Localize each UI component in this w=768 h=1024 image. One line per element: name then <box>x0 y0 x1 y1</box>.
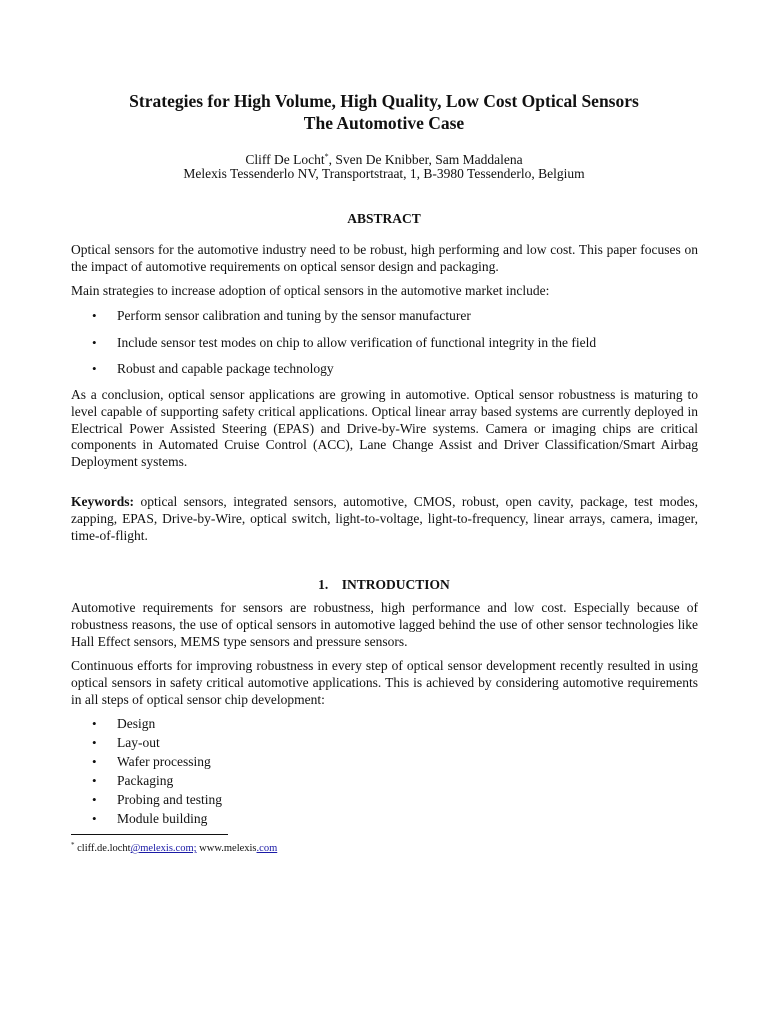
abstract-paragraph-2: Main strategies to increase adoption of optical sensors in the automotive market include: <box>71 283 550 298</box>
footnote-mark: * <box>71 841 75 849</box>
list-item: • Module building <box>92 811 208 826</box>
bullet-glyph: • <box>92 308 97 323</box>
list-item: • Probing and testing <box>92 792 222 807</box>
bullet-glyph: • <box>92 716 97 731</box>
abstract-paragraph-1: Optical sensors for the automotive industry need to be robust, high performing and low cost. This paper focuses on the impact of automotive requirements on optical sensor design and packaging. <box>71 242 698 274</box>
list-item: • Packaging <box>92 773 174 788</box>
author-rest: , Sven De Knibber, Sam Maddalena <box>328 152 523 167</box>
list-item: • Robust and capable package technology <box>92 361 334 376</box>
keywords-text: optical sensors, integrated sensors, automotive, CMOS, robust, open cavity, package, test modes, zapping, EPAS, Drive-by-Wire, optical switch, light-to-voltage, light-to-frequency, linear arrays, camera, imager, time-of-flight. <box>71 494 698 543</box>
list-item: • Perform sensor calibration and tuning by the sensor manufacturer <box>92 308 471 323</box>
keywords-label: Keywords: <box>71 494 134 509</box>
bullet-glyph: • <box>92 811 97 826</box>
title-line-1: Strategies for High Volume, High Quality, Low Cost Optical Sensors <box>129 91 639 111</box>
introduction-heading: 1. INTRODUCTION <box>318 577 450 592</box>
website-link[interactable]: .com <box>256 843 278 854</box>
intro-paragraph-1: Automotive requirements for sensors are robustness, high performance and low cost. Especially because of robustness reasons, the use of optical sensors in automotive lagged behind the use of other sensor technologies like Hall Effect sensors, MEMS type sensors and pressure sensors. <box>71 600 698 649</box>
list-item: • Include sensor test modes on chip to allow verification of functional integrity in the field <box>92 335 597 350</box>
list-item: • Design <box>92 716 156 731</box>
footnote-separator <box>71 834 228 835</box>
bullet-glyph: • <box>92 792 97 807</box>
list-item: • Lay-out <box>92 735 160 750</box>
development-steps-list <box>71 716 698 830</box>
bullet-glyph: • <box>92 754 97 769</box>
email-link[interactable]: @melexis.com; <box>130 843 197 854</box>
bullet-glyph: • <box>92 361 97 376</box>
footnote: * cliff.de.locht@melexis.com; www.melexis.com <box>71 841 278 854</box>
intro-paragraph-2: Continuous efforts for improving robustness in every step of optical sensor development recently resulted in using optical sensors in safety critical automotive applications. This is achieved by considering automotive requirements in all steps of optical sensor chip development: <box>71 658 698 707</box>
list-item: • Wafer processing <box>92 754 211 769</box>
author-first: Cliff De Locht <box>245 152 325 167</box>
author-footnote-mark: * <box>324 152 329 161</box>
bullet-glyph: • <box>92 335 97 350</box>
affiliation: Melexis Tessenderlo NV, Transportstraat, 1, B-3980 Tessenderlo, Belgium <box>183 166 585 181</box>
abstract-paragraph-3: As a conclusion, optical sensor applications are growing in automotive. Optical sensor robustness is maturing to level capable of supporting safety critical applications. Optical linear array based systems are currently deployed in Electrical Power Assisted Steering (EPAS) and Drive-by-Wire systems. Camera or imaging chips are critical components in Automated Cruise Control (ACC), Lane Change Assist and Driver Classification/Smart Airbag Deployment systems. <box>71 387 698 470</box>
paper-title <box>0 90 768 134</box>
bullet-glyph: • <box>92 773 97 788</box>
bullet-glyph: • <box>92 735 97 750</box>
keywords-paragraph <box>71 494 698 544</box>
title-line-2: The Automotive Case <box>303 113 465 133</box>
abstract-heading: ABSTRACT <box>347 211 421 226</box>
